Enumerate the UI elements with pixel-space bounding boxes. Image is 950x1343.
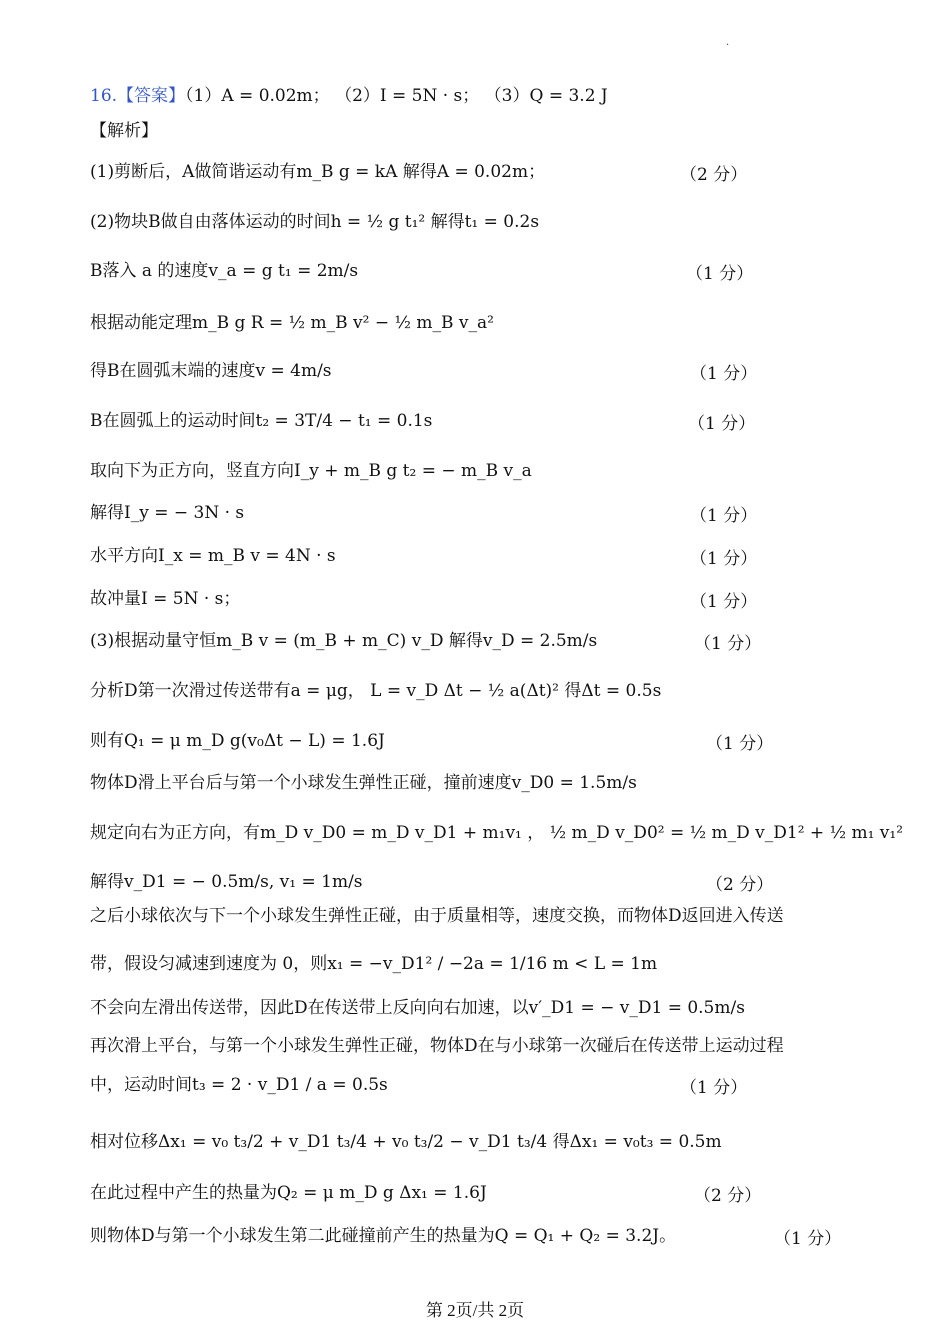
- solution-text: 中，运动时间t₃ = 2 · v_D1 / a = 0.5s: [90, 1075, 388, 1095]
- score-mark: （1 分）: [688, 414, 756, 434]
- solution-line: [90, 587, 890, 611]
- solution-line: [90, 1181, 890, 1205]
- solution-line: [90, 501, 890, 525]
- score-mark: （1 分）: [690, 506, 758, 526]
- solution-text: 故冲量I = 5N · s；: [90, 589, 241, 609]
- score-mark: （1 分）: [686, 264, 754, 284]
- solution-text: 则物体D与第一个小球发生第二此碰撞前产生的热量为Q = Q₁ + Q₂ = 3.2J。: [90, 1226, 677, 1246]
- solution-line: [90, 1034, 890, 1058]
- solution-text: (2)物块B做自由落体运动的时间h = ½ g t₁² 解得t₁ = 0.2s: [90, 212, 540, 232]
- score-mark: （2 分）: [694, 1186, 762, 1206]
- solution-text: 物体D滑上平台后与第一个小球发生弹性正碰，撞前速度v_D0 = 1.5m/s: [90, 773, 637, 793]
- solution-line: [90, 904, 890, 928]
- solution-text: B落入 a 的速度v_a = g t₁ = 2m/s: [90, 261, 359, 281]
- solution-text: 水平方向I_x = m_B v = 4N · s: [90, 546, 336, 566]
- solution-text: 则有Q₁ = μ m_D g(v₀Δt − L) = 1.6J: [90, 731, 385, 751]
- solution-line: [90, 160, 890, 184]
- solution-text: 带，假设匀减速到速度为 0，则x₁ = −v_D1² / −2a = 1/16 m < L = 1m: [90, 954, 658, 974]
- solution-line: [90, 821, 904, 845]
- score-mark: （1 分）: [680, 1078, 748, 1098]
- solution-line: [90, 544, 890, 568]
- solution-text: 不会向左滑出传送带，因此D在传送带上反向向右加速，以v′_D1 = − v_D1 = 0.5m/s: [90, 998, 745, 1018]
- solution-line: [90, 459, 890, 483]
- answer-text: （1）A = 0.02m； （2）I = 5N · s； （3）Q = 3.2 J: [185, 86, 608, 106]
- solution-line: [90, 996, 890, 1020]
- solution-line: [90, 259, 890, 283]
- solution-text: 得B在圆弧末端的速度v = 4m/s: [90, 361, 332, 381]
- solution-text: 在此过程中产生的热量为Q₂ = μ m_D g Δx₁ = 1.6J: [90, 1183, 487, 1203]
- answer-line: [90, 84, 890, 108]
- solution-line: [90, 409, 890, 433]
- solution-line: [90, 1130, 890, 1154]
- solution-line: [90, 311, 890, 335]
- page-footer: 第 2页/共 2页: [425, 1301, 525, 1320]
- answer-tag: 【答案】: [117, 86, 186, 106]
- solution-line: [90, 1224, 890, 1248]
- solution-text: 相对位移Δx₁ = v₀ t₃/2 + v_D1 t₃/4 + v₀ t₃/2 − v_D1 t₃/4 得Δx₁ = v₀t₃ = 0.5m: [90, 1132, 722, 1152]
- solution-text: B在圆弧上的运动时间t₂ = 3T/4 − t₁ = 0.1s: [90, 411, 433, 431]
- score-mark: （1 分）: [690, 592, 758, 612]
- solution-text: 解得v_D1 = − 0.5m/s, v₁ = 1m/s: [90, 872, 363, 892]
- solution-text: 规定向右为正方向，有m_D v_D0 = m_D v_D1 + m₁v₁ ， ½ m_D v_D0² = ½ m_D v_D1² + ½ m₁ v₁²: [90, 823, 904, 843]
- analysis-title: 【解析】: [90, 121, 158, 141]
- corner-dot: ·: [726, 40, 730, 51]
- solution-text: 取向下为正方向，竖直方向I_y + m_B g t₂ = − m_B v_a: [90, 461, 532, 481]
- score-mark: （1 分）: [706, 734, 774, 754]
- score-mark: （1 分）: [690, 549, 758, 569]
- score-mark: （2 分）: [680, 165, 748, 185]
- score-mark: （1 分）: [694, 634, 762, 654]
- solution-text: 根据动能定理m_B g R = ½ m_B v² − ½ m_B v_a²: [90, 313, 494, 333]
- solution-text: (1)剪断后，A做简谐运动有m_B g = kA 解得A = 0.02m；: [90, 162, 546, 182]
- solution-line: [90, 679, 890, 703]
- solution-line: [90, 1073, 890, 1097]
- solution-text: 分析D第一次滑过传送带有a = μg， L = v_D Δt − ½ a(Δt)² 得Δt = 0.5s: [90, 681, 662, 701]
- solution-text: 解得I_y = − 3N · s: [90, 503, 245, 523]
- solution-line: [90, 210, 890, 234]
- score-mark: （1 分）: [774, 1229, 842, 1249]
- solution-text: 之后小球依次与下一个小球发生弹性正碰，由于质量相等，速度交换，而物体D返回进入传送: [90, 906, 784, 926]
- score-mark: （1 分）: [690, 364, 758, 384]
- solution-line: [90, 771, 890, 795]
- score-mark: （2 分）: [706, 875, 774, 895]
- solution-line: [90, 952, 890, 976]
- question-number: 16.: [90, 86, 118, 106]
- solution-line: [90, 629, 890, 653]
- solution-text: 再次滑上平台，与第一个小球发生弹性正碰，物体D在与小球第一次碰后在传送带上运动过程: [90, 1036, 784, 1056]
- solution-text: (3)根据动量守恒m_B v = (m_B + m_C) v_D 解得v_D = 2.5m/s: [90, 631, 598, 651]
- solution-line: [90, 359, 890, 383]
